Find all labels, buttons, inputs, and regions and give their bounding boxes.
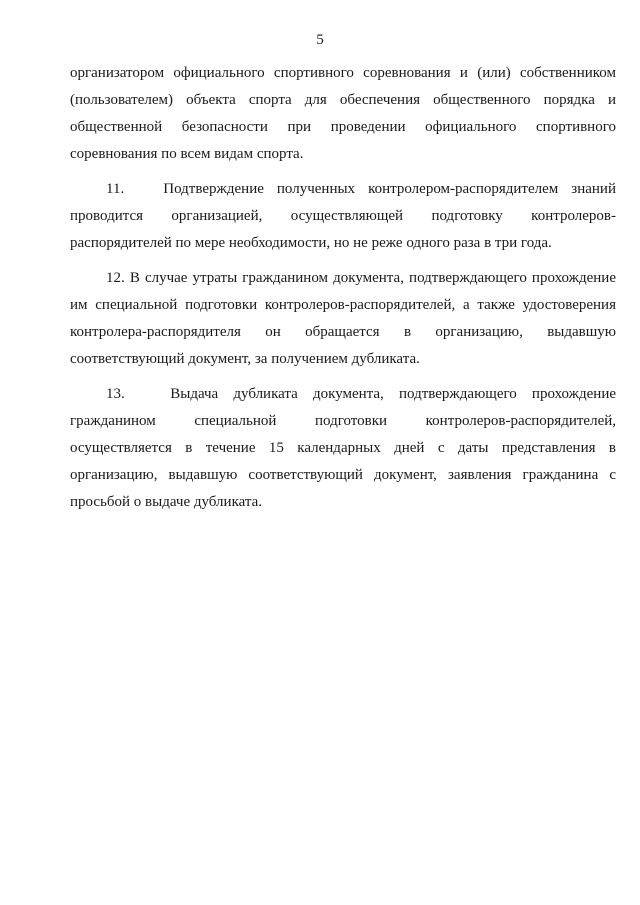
page-number: 5 bbox=[316, 32, 324, 48]
paragraph-12: 12. В случае утраты гражданином документа, подтверждающего прохождение им специальной подготовки контролеров-распорядителей, а также удостоверения контролера-распорядителя он обращается в организацию, выдавшую соответствующий документ, за получением дубликата. bbox=[70, 270, 616, 367]
document-body bbox=[70, 60, 616, 524]
paragraph-continuation: организатором официального спортивного соревнования и (или) собственником (пользователем) объекта спорта для обеспечения общественного порядка и общественной безопасности при проведении официального спортивного соревнования по всем видам спорта. bbox=[70, 65, 616, 162]
paragraph-13: 13. Выдача дубликата документа, подтверждающего прохождение гражданином специальной подготовки контролеров-распорядителей, осуществляется в течение 15 календарных дней с даты представления в организацию, выдавшую соответствующий документ, заявления гражданина с просьбой о выдаче дубликата. bbox=[70, 386, 616, 510]
paragraph-11: 11. Подтверждение полученных контролером-распорядителем знаний проводится организацией, осуществляющей подготовку контролеров-распорядителей по мере необходимости, но не реже одного раза в три года. bbox=[70, 181, 616, 251]
